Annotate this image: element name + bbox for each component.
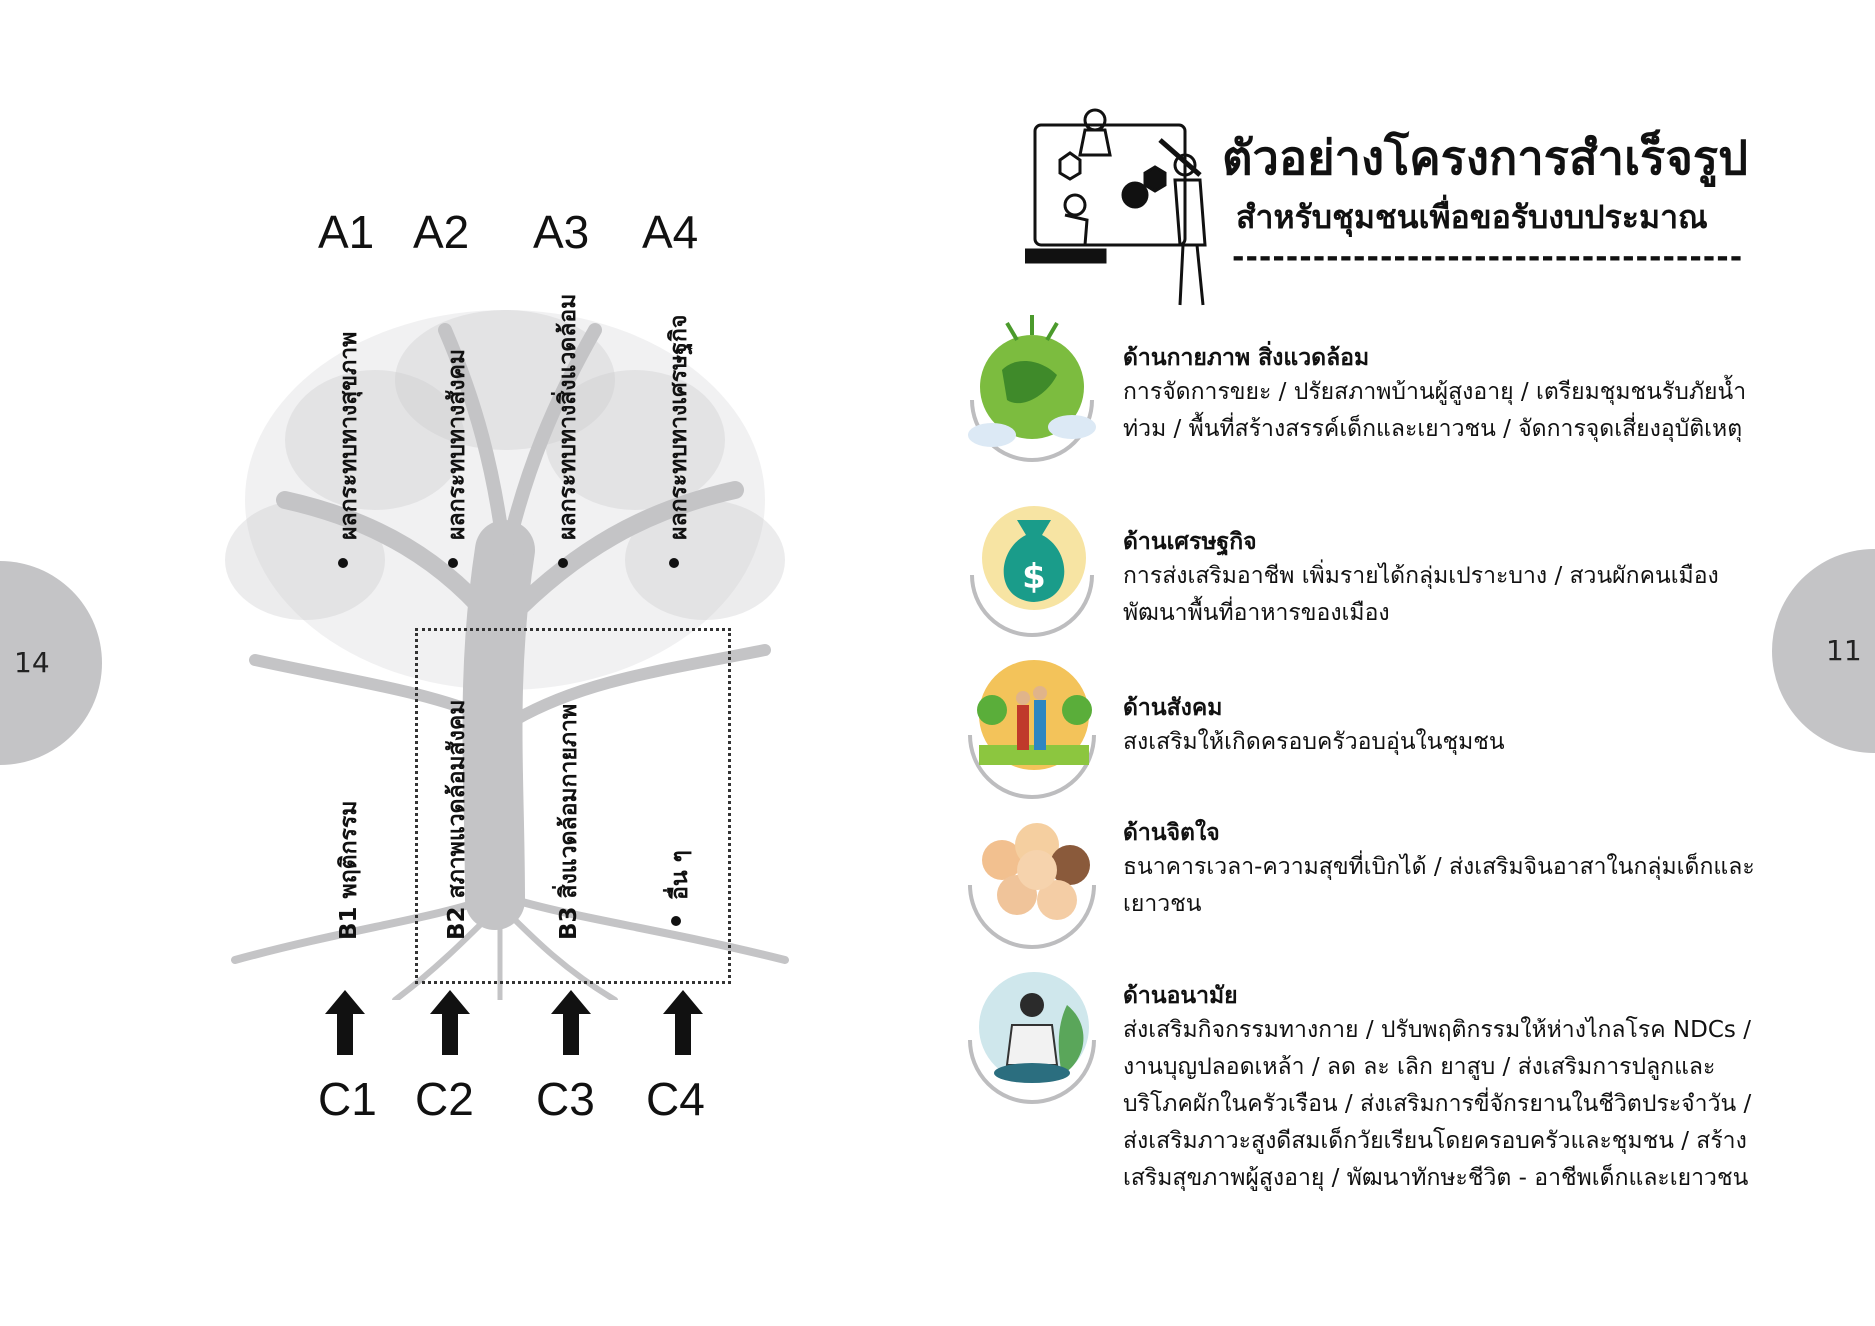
c2-label: C2 [415, 1073, 474, 1125]
children-icon [962, 800, 1102, 950]
impact-health: ผลกระทบทางสุขภาพ [336, 331, 362, 540]
team-collaboration-icon [1025, 95, 1225, 320]
arrow-up-icon [663, 990, 703, 1055]
cause-physical-environment: B3 สิ่งแวดล้อมกายภาพ [556, 703, 582, 940]
cause-social-environment: B2 สภาพแวดล้อมสังคม [444, 699, 470, 940]
category-heading: ด้านอนามัย [1123, 983, 1238, 1009]
category-heading: ด้านเศรษฐกิจ [1123, 529, 1257, 555]
cause-other: อื่น ๆ [667, 850, 693, 900]
category-body: ส่งเสริมกิจกรรมทางกาย / ปรับพฤติกรรมให้ห่างไกลโรค NDCs / งานบุญปลอดเหล้า / ลด ละ เลิก ยาสูบ / ส่งเสริมการปลูกและบริโภคผักในครัวเรือน / ส่งเสริมการขี่จักรยานในชีวิตประจำวัน / ส่งเสริมภาวะสูงดีสมเด็กวัยเรียนโดยครอบครัวและชุมชน / สร้างเสริมสุขภาพผู้สูงอายุ / พัฒนาทักษะชีวิต - อาชีพเด็กและเยาวชน [1123, 1017, 1752, 1191]
c3-label: C3 [536, 1073, 595, 1125]
category-body: การส่งเสริมอาชีพ เพิ่มรายได้กลุ่มเปราะบาง / สวนผักคนเมือง พัฒนาพื้นที่อาหารของเมือง [1123, 563, 1719, 626]
category-heading: ด้านสังคม [1123, 695, 1223, 721]
page-number-right: 11 [1826, 634, 1862, 667]
page-title: ตัวอย่างโครงการสำเร็จรูป [1222, 131, 1748, 186]
category-body: ธนาคารเวลา-ความสุขที่เบิกได้ / ส่งเสริมจินอาสาในกลุ่มเด็กและเยาวชน [1123, 854, 1755, 917]
arrow-up-icon [325, 990, 365, 1055]
cause-behavior: B1 พฤติกรรม [336, 800, 362, 940]
impact-environment: ผลกระทบทางสิ่งแวดล้อม [555, 293, 581, 540]
page-subtitle: สำหรับชุมชนเพื่อขอรับงบประมาณ [1236, 198, 1708, 236]
category-body: การจัดการขยะ / ปรัยสภาพบ้านผู้สูงอายุ / เตรียมชุมชนรับภัยน้ำท่วม / พื้นที่สร้างสรรค์เด็กและเยาวชน / จัดการจุดเสี่ยงอุบัติเหตุ [1123, 379, 1747, 442]
money-bag-icon [962, 490, 1102, 640]
category-body: สงเสริมให้เกิดครอบครัวอบอุ่นในชุมชน [1123, 729, 1505, 755]
impact-social: ผลกระทบทางสังคม [444, 348, 470, 540]
svg-text:$: $ [1022, 557, 1046, 597]
a3-label: A3 [533, 206, 590, 258]
arrow-up-icon [430, 990, 470, 1055]
impact-bullet [448, 558, 458, 568]
category-heading: ด้านกายภาพ สิ่งแวดล้อม [1123, 345, 1370, 371]
a4-label: A4 [642, 206, 699, 258]
arrow-up-icon [551, 990, 591, 1055]
title-divider: -------------------------------------- [1232, 240, 1744, 275]
a1-label: A1 [318, 206, 375, 258]
impact-economic: ผลกระทบทางเศรษฐกิจ [666, 314, 692, 540]
family-icon [962, 650, 1102, 800]
impact-bullet [558, 558, 568, 568]
a2-label: A2 [413, 206, 470, 258]
c4-label: C4 [646, 1073, 705, 1125]
globe-plant-icon [962, 315, 1102, 465]
c1-label: C1 [318, 1073, 377, 1125]
cause-bullet [671, 916, 681, 926]
category-heading: ด้านจิตใจ [1123, 820, 1220, 846]
impact-bullet [669, 558, 679, 568]
page-number-left: 14 [14, 646, 50, 679]
impact-bullet [338, 558, 348, 568]
meditation-icon [962, 965, 1102, 1115]
